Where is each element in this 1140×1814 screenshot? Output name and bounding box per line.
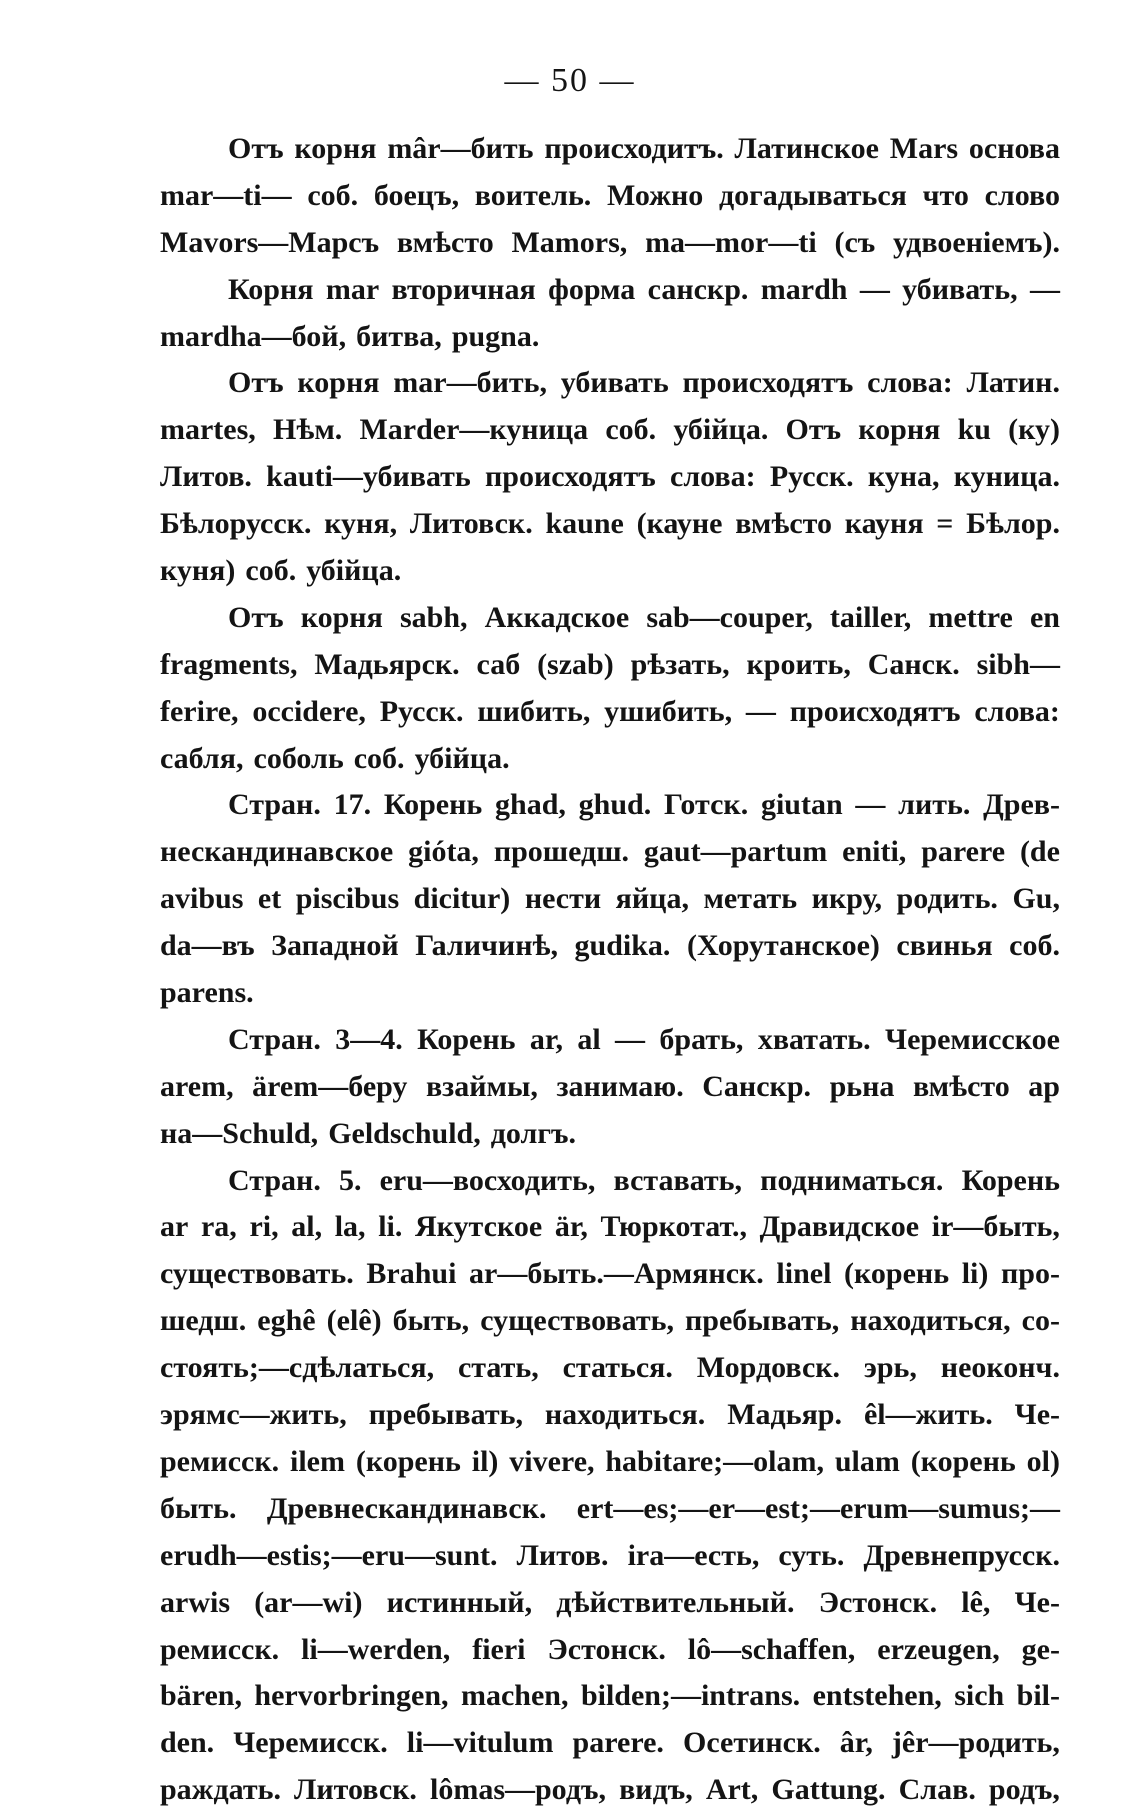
word: стать,	[457, 1351, 539, 1385]
word: рѣзать,	[630, 647, 730, 681]
word: al	[577, 1022, 601, 1056]
word: слова:	[867, 366, 953, 400]
word: соб.	[245, 554, 297, 588]
word: ремисск.	[160, 1632, 280, 1666]
word: bil-	[1016, 1679, 1060, 1713]
word: Эстонск.	[547, 1632, 666, 1666]
word: кроить,	[746, 647, 851, 681]
word: взаймы,	[425, 1069, 538, 1103]
word: Эстонск.	[818, 1585, 938, 1619]
word: соб.	[1009, 929, 1060, 963]
word: li—vitulum	[406, 1726, 554, 1760]
word: вторичная	[391, 272, 536, 306]
word: Аккадское	[484, 600, 630, 634]
word: (de	[1019, 835, 1060, 869]
word: mardha—бой,	[160, 319, 347, 353]
word: Готск.	[663, 788, 749, 822]
text-line	[160, 1767, 1060, 1814]
word: корня	[300, 600, 383, 634]
body-text	[160, 126, 1060, 1814]
word: раждать.	[160, 1773, 281, 1807]
word: 5.	[338, 1163, 362, 1197]
word: Корень	[417, 1022, 516, 1056]
text-line	[160, 407, 1060, 454]
word: Корень	[383, 788, 483, 822]
word: Бѣлор.	[966, 507, 1060, 541]
word: ilem	[290, 1444, 345, 1478]
word: Литовск.	[409, 507, 533, 541]
word: (корень	[910, 1444, 1016, 1478]
word: Mamors,	[511, 225, 628, 259]
word: Санск.	[867, 647, 960, 681]
word: происходятъ	[789, 694, 961, 728]
text-line	[160, 1251, 1060, 1298]
word: вмѣсто	[735, 507, 832, 541]
word: Brahui	[366, 1257, 457, 1291]
word: eru—восходить,	[379, 1163, 596, 1197]
word: ferire,	[160, 694, 239, 728]
word: (ку)	[1008, 413, 1060, 447]
word: слова:	[974, 694, 1060, 728]
word: вмѣсто	[396, 225, 494, 259]
word: занимаю.	[556, 1069, 684, 1103]
word: (elê)	[326, 1304, 382, 1338]
word: форма	[548, 272, 636, 306]
word: Marder—куница	[359, 413, 589, 447]
word: убивать,	[902, 272, 1018, 306]
word: Древ-	[983, 788, 1060, 822]
word: метать	[703, 882, 798, 916]
word: основа	[968, 132, 1060, 165]
word: êl—жить.	[863, 1398, 993, 1432]
word: куня,	[324, 507, 398, 541]
word: соб.	[307, 178, 359, 212]
word: parens.	[160, 976, 254, 1010]
word: слово	[984, 178, 1060, 212]
text-line	[160, 829, 1060, 876]
word: Че-	[1014, 1398, 1060, 1432]
word: Литов.	[516, 1538, 609, 1572]
word: ghad,	[495, 788, 566, 822]
word: куна,	[867, 460, 940, 494]
word: Можно	[607, 178, 704, 212]
text-line	[160, 1486, 1060, 1533]
word: entstehen,	[812, 1679, 942, 1713]
word: боецъ,	[373, 178, 460, 212]
word: —	[855, 788, 886, 822]
word: нести	[524, 882, 602, 916]
word: происходитъ.	[544, 132, 724, 165]
word: sabh,	[399, 600, 468, 634]
text-line	[160, 1064, 1060, 1111]
word: avibus	[160, 882, 244, 916]
word: суть.	[778, 1538, 845, 1572]
word: Отъ	[228, 600, 284, 634]
word: arwis	[160, 1585, 230, 1619]
word: gióta,	[408, 835, 479, 869]
word: Нѣм.	[272, 413, 343, 447]
word: неоконч.	[940, 1351, 1060, 1385]
word: ушибить,	[604, 694, 733, 728]
word: tailler,	[829, 600, 912, 634]
word: ma—mor—ti	[645, 225, 817, 259]
word: parere	[921, 835, 1006, 869]
word: Санскр.	[702, 1069, 812, 1103]
word: корня	[294, 132, 377, 165]
word: ar—быть.—Армянск.	[469, 1257, 764, 1291]
word: Древнепрусск.	[863, 1538, 1060, 1572]
word: эрямс—жить,	[160, 1398, 347, 1432]
word: ärem—беру	[252, 1069, 408, 1103]
word: яйца,	[615, 882, 689, 916]
text-line	[160, 1298, 1060, 1345]
word: куница.	[953, 460, 1060, 494]
word: Mavors—Марсъ	[160, 225, 380, 259]
word: находиться.	[544, 1398, 706, 1432]
word: Русск.	[379, 694, 464, 728]
text-line	[160, 1111, 1060, 1158]
text-line	[160, 1673, 1060, 1720]
word: fieri	[472, 1632, 526, 1666]
text-line	[160, 501, 1060, 548]
word: Корня	[228, 272, 314, 306]
word: mar	[325, 272, 380, 306]
word: долгъ.	[490, 1116, 576, 1150]
word: li.	[378, 1210, 403, 1244]
word: кауня	[844, 507, 924, 541]
word: arem,	[160, 1069, 234, 1103]
word: Мадьяр.	[727, 1398, 842, 1432]
word: вмѣсто	[912, 1069, 1010, 1103]
word: ert—es;—er—est;—erum—sumus;—	[576, 1491, 1060, 1525]
word: Латинское	[734, 132, 879, 165]
word: быть.	[160, 1491, 237, 1525]
word: Че-	[1014, 1585, 1060, 1619]
word: прошедш.	[493, 835, 630, 869]
word: lô—schaffen,	[687, 1632, 856, 1666]
word: —	[859, 272, 890, 306]
word: ulam	[834, 1444, 900, 1478]
word: mar—бить,	[393, 366, 547, 400]
word: mettre	[928, 600, 1013, 634]
word: саб	[476, 647, 521, 681]
word: Русск.	[769, 460, 854, 494]
word: Geldschuld,	[328, 1116, 481, 1150]
word: убивать	[560, 366, 669, 400]
word: pugna.	[451, 319, 540, 353]
word: Слав.	[898, 1773, 976, 1807]
text-line	[160, 267, 1060, 314]
text-line	[160, 1627, 1060, 1674]
word: Отъ	[228, 366, 284, 400]
word: ir—быть,	[931, 1210, 1060, 1244]
word: Западной	[271, 929, 399, 963]
word: bilden;—intrans.	[580, 1679, 801, 1713]
word: про-	[1000, 1257, 1060, 1291]
word: Gattung.	[771, 1773, 886, 1807]
word: mâr—бить	[387, 132, 534, 165]
word: =	[936, 507, 954, 541]
word: корня	[297, 366, 380, 400]
word: удвоеніемъ).	[893, 225, 1060, 259]
word: —	[615, 1022, 646, 1056]
word: соболь	[253, 741, 344, 775]
word: erudh—estis;—eru—sunt.	[160, 1538, 498, 1572]
word: eniti,	[842, 835, 907, 869]
word: lê,	[961, 1585, 991, 1619]
word: Мордовск.	[696, 1351, 841, 1385]
word: Якутское	[415, 1210, 543, 1244]
text-line	[160, 1580, 1060, 1627]
word: соб.	[353, 741, 405, 775]
text-line	[160, 1439, 1060, 1486]
word: kaune	[545, 507, 624, 541]
word: битва,	[356, 319, 442, 353]
word: Gu,	[1012, 882, 1060, 916]
word: лить.	[898, 788, 971, 822]
word: li—werden,	[301, 1632, 451, 1666]
word: воитель.	[474, 178, 592, 212]
word: икру,	[811, 882, 883, 916]
word: Осетинск.	[682, 1726, 821, 1760]
word: sibh—	[976, 647, 1060, 681]
text-line	[160, 360, 1060, 407]
word: брать,	[659, 1022, 744, 1056]
word: ar	[160, 1210, 189, 1244]
text-line	[160, 876, 1060, 923]
word: Стран.	[228, 1163, 321, 1197]
word: существовать,	[480, 1304, 674, 1338]
word: il)	[471, 1444, 499, 1478]
word: Отъ	[228, 132, 284, 165]
word: стоять;—сдѣлаться,	[160, 1351, 435, 1385]
word: нескандинавское	[160, 835, 394, 869]
word: gudika.	[574, 929, 671, 963]
word: al,	[291, 1210, 323, 1244]
word: Стран.	[228, 1022, 321, 1056]
text-line	[160, 689, 1060, 736]
word: är,	[554, 1210, 588, 1244]
word: пребывать,	[684, 1304, 840, 1338]
word: li)	[961, 1257, 989, 1291]
word: быть,	[392, 1304, 470, 1338]
word: пребывать,	[368, 1398, 523, 1432]
word: 17.	[333, 788, 372, 822]
word: hervorbringen,	[254, 1679, 449, 1713]
word: ra,	[200, 1210, 237, 1244]
word: эрь,	[863, 1351, 917, 1385]
word: habitare;—olam,	[605, 1444, 824, 1478]
word: Галичинѣ,	[415, 929, 559, 963]
word: machen,	[461, 1679, 569, 1713]
word: Тюркотат.,	[600, 1210, 747, 1244]
word: sab—couper,	[646, 600, 813, 634]
word: санскр.	[647, 272, 749, 306]
text-line	[160, 970, 1060, 1017]
text-line	[160, 220, 1060, 267]
word: occidere,	[252, 694, 366, 728]
text-line	[160, 1017, 1060, 1064]
word: kauti—убивать	[266, 460, 471, 494]
text-line	[160, 454, 1060, 501]
word: (корень	[355, 1444, 461, 1478]
word: истинный,	[386, 1585, 533, 1619]
word: родъ,	[988, 1773, 1060, 1807]
text-line	[160, 126, 1060, 173]
word: bären,	[160, 1679, 242, 1713]
word: linel	[776, 1257, 832, 1291]
word: убійца.	[306, 554, 402, 588]
word: parere.	[572, 1726, 664, 1760]
word: ri,	[249, 1210, 279, 1244]
word: ge-	[1021, 1632, 1060, 1666]
text-line	[160, 642, 1060, 689]
text-line	[160, 548, 1060, 595]
text-line	[160, 923, 1060, 970]
word: piscibus	[295, 882, 400, 916]
text-line	[160, 173, 1060, 220]
word: Древнескандинавск.	[266, 1491, 547, 1525]
word: Стран.	[228, 788, 321, 822]
word: mardh	[760, 272, 848, 306]
word: Мадьярск.	[314, 647, 460, 681]
word: ol)	[1026, 1444, 1060, 1478]
word: lômas—родъ,	[430, 1773, 606, 1807]
word: et	[257, 882, 282, 916]
text-line	[160, 1345, 1060, 1392]
text-line	[160, 595, 1060, 642]
word: (кауне	[636, 507, 723, 541]
word: Черемисское	[885, 1022, 1060, 1056]
word: со-	[1021, 1304, 1060, 1338]
word: корня	[858, 413, 941, 447]
word: mar—ti—	[160, 178, 292, 212]
word: eghê	[257, 1304, 316, 1338]
text-line	[160, 1720, 1060, 1767]
word: vivere,	[509, 1444, 595, 1478]
word: Литовск.	[294, 1773, 417, 1807]
word: видъ,	[619, 1773, 693, 1807]
word: Mars	[889, 132, 959, 165]
word: giutan	[760, 788, 843, 822]
word: gaut—partum	[643, 835, 828, 869]
word: ira—есть,	[627, 1538, 760, 1572]
word: dicitur)	[413, 882, 511, 916]
word: da—въ	[160, 929, 255, 963]
text-line	[160, 1204, 1060, 1251]
word: шибить,	[477, 694, 591, 728]
word: Литов.	[160, 460, 252, 494]
word: происходятъ	[682, 366, 854, 400]
text-line	[160, 736, 1060, 783]
word: Бѣлорусск.	[160, 507, 312, 541]
word: en	[1029, 600, 1060, 634]
word: (szab)	[537, 647, 614, 681]
word: находиться,	[850, 1304, 1011, 1338]
word: ku	[957, 413, 991, 447]
word: догадываться	[718, 178, 907, 212]
word: происходятъ	[484, 460, 656, 494]
word: родить.	[896, 882, 998, 916]
word: убійца.	[673, 413, 769, 447]
word: хватать.	[757, 1022, 871, 1056]
word: куня)	[160, 554, 236, 588]
word: Латин.	[966, 366, 1060, 400]
word: свинья	[896, 929, 993, 963]
word: существовать.	[160, 1257, 354, 1291]
word: fragments,	[160, 647, 298, 681]
text-line	[160, 1533, 1060, 1580]
word: la,	[334, 1210, 366, 1244]
word: (Хорутанское)	[686, 929, 880, 963]
word: дѣйствительный.	[556, 1585, 795, 1619]
word: —	[1029, 272, 1060, 306]
word: (съ	[834, 225, 876, 259]
word: статься.	[562, 1351, 673, 1385]
word: erzeugen,	[877, 1632, 1000, 1666]
page-number: — 50 —	[504, 62, 636, 99]
word: ghud.	[578, 788, 652, 822]
word: (корень	[844, 1257, 950, 1291]
word: вставать,	[613, 1163, 743, 1197]
word: Черемисск.	[233, 1726, 388, 1760]
word: (ar—wi)	[254, 1585, 363, 1619]
word: den.	[160, 1726, 215, 1760]
text-line	[160, 314, 1060, 361]
word: ремисск.	[160, 1444, 280, 1478]
text-line	[160, 782, 1060, 829]
word: jêr—родить,	[891, 1726, 1060, 1760]
word: Отъ	[785, 413, 842, 447]
word: соб.	[605, 413, 657, 447]
word: Корень	[961, 1163, 1060, 1197]
word: на—Schuld,	[160, 1116, 319, 1150]
text-line	[160, 1392, 1060, 1439]
word: что	[922, 178, 969, 212]
word: Art,	[705, 1773, 759, 1807]
word: Дравидское	[759, 1210, 920, 1244]
word: 3—4.	[335, 1022, 403, 1056]
word: ар	[1028, 1069, 1060, 1103]
word: ar,	[529, 1022, 563, 1056]
word: слова:	[670, 460, 756, 494]
word: sich	[954, 1679, 1005, 1713]
word: рьна	[829, 1069, 895, 1103]
text-line	[160, 1158, 1060, 1205]
word: сабля,	[160, 741, 244, 775]
word: —	[745, 694, 776, 728]
word: убійца.	[414, 741, 510, 775]
word: martes,	[160, 413, 256, 447]
word: подниматься.	[760, 1163, 944, 1197]
word: âr,	[839, 1726, 873, 1760]
word: шедш.	[160, 1304, 247, 1338]
